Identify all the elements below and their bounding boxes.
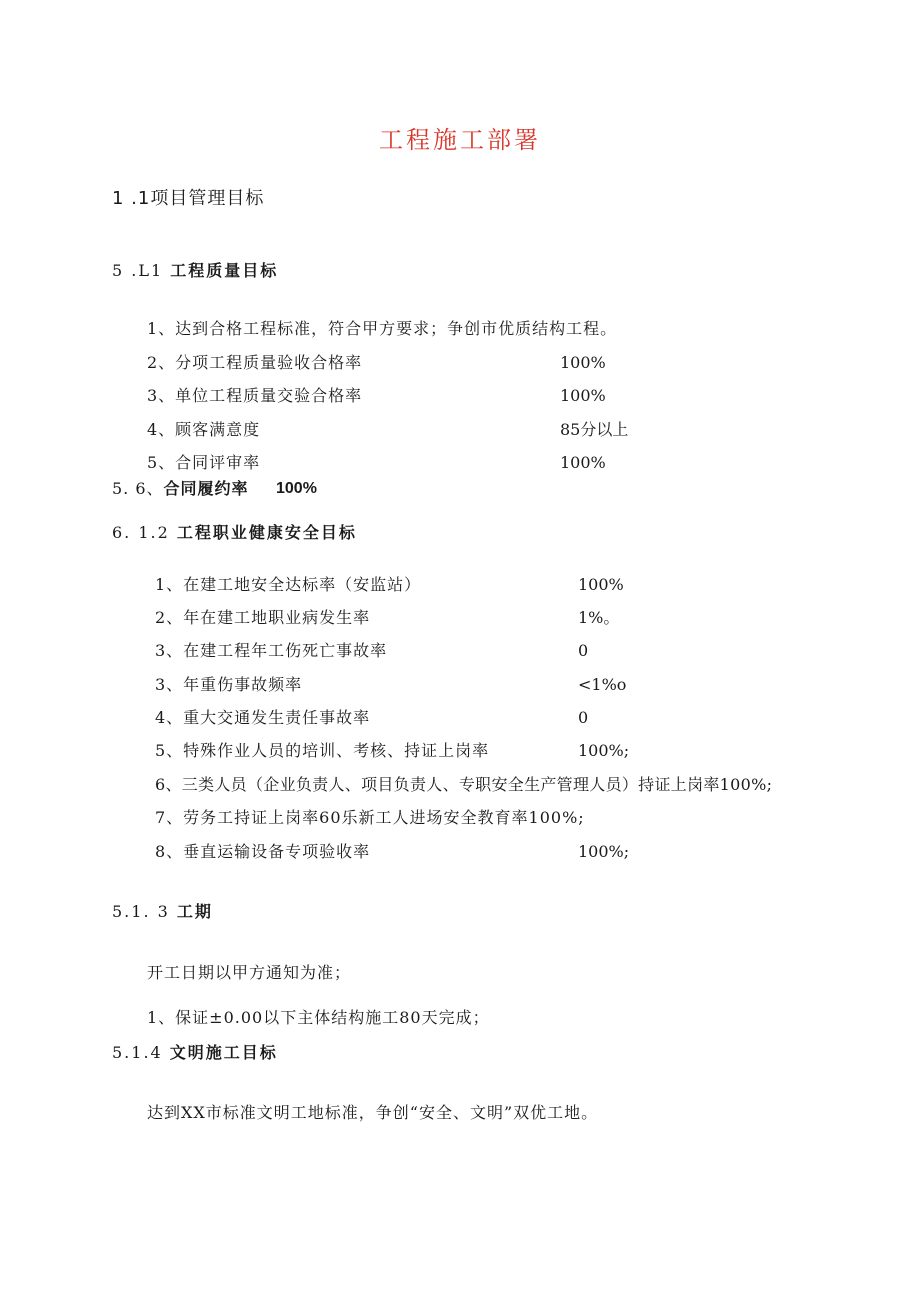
quality-item-2: 2、分项工程质量验收合格率 [147,353,363,372]
quality-item-4-value: 85分以上 [560,420,629,439]
quality-heading-text: 工程质量目标 [170,261,279,280]
quality-item-4: 4、顾客满意度 [147,420,261,439]
safety-heading [112,525,357,541]
schedule-heading-text: 工期 [176,902,213,921]
quality-item-3: 3、单位工程质量交验合格率 [147,386,363,405]
quality-item-5-value: 100% [560,453,606,472]
section-heading-1-1: 1 .1项目管理目标 [112,188,265,209]
safety-item-2-value: 1%。 [578,608,620,627]
quality-item-6-value: 100% [276,480,317,497]
civilized-heading-num: 5.1.4 [112,1043,170,1062]
schedule-paragraph-2: 1、保证±0.00以下主体结构施工80天完成； [147,1008,490,1027]
safety-item-9-value: 100%; [578,842,630,861]
civilized-heading [112,1045,278,1061]
safety-item-3-value: 0 [578,641,589,660]
safety-item-5-value: 0 [578,708,589,727]
quality-item-6-num: 5. 6、 [112,479,164,498]
safety-item-4-value: <1%o [578,675,627,694]
safety-heading-text: 工程职业健康安全目标 [176,523,357,542]
safety-item-9: 8、垂直运输设备专项验收率 [155,842,371,861]
safety-item-7: 6、三类人员（企业负责人、项目负责人、专职安全生产管理人员）持证上岗率100%; [155,775,773,794]
safety-item-2: 2、年在建工地职业病发生率 [155,608,371,627]
quality-item-2-value: 100% [560,353,606,372]
quality-item-5: 5、合同评审率 [147,453,261,472]
safety-item-8: 7、劳务工持证上岗率60乐新工人进场安全教育率100%; [155,808,585,827]
schedule-paragraph-1: 开工日期以甲方通知为准； [147,963,352,982]
schedule-heading-num: 5.1. 3 [112,902,177,921]
page-title: 工程施工部署 [379,126,541,154]
quality-item-6 [112,481,249,497]
safety-item-1: 1、在建工地安全达标率（安监站） [155,575,422,594]
safety-heading-num: 6. 1.2 [112,523,177,542]
safety-item-3: 3、在建工程年工伤死亡事故率 [155,641,388,660]
safety-item-5: 4、重大交通发生责任事故率 [155,708,371,727]
quality-heading-num: 5 .L1 [112,261,171,280]
civilized-heading-text: 文明施工目标 [169,1043,278,1062]
safety-item-4: 3、年重伤事故频率 [155,675,303,694]
safety-item-6-value: 100%; [578,741,630,760]
schedule-heading [112,904,213,920]
safety-item-1-value: 100% [578,575,624,594]
quality-item-3-value: 100% [560,386,606,405]
quality-item-6-label: 合同履约率 [163,479,249,498]
safety-item-6: 5、特殊作业人员的培训、考核、持证上岗率 [155,741,490,760]
quality-item-1: 1、达到合格工程标准，符合甲方要求；争创市优质结构工程。 [147,319,618,338]
civilized-paragraph-1: 达到XX市标准文明工地标准，争创“安全、文明”双优工地。 [147,1103,599,1122]
quality-heading [112,263,278,279]
